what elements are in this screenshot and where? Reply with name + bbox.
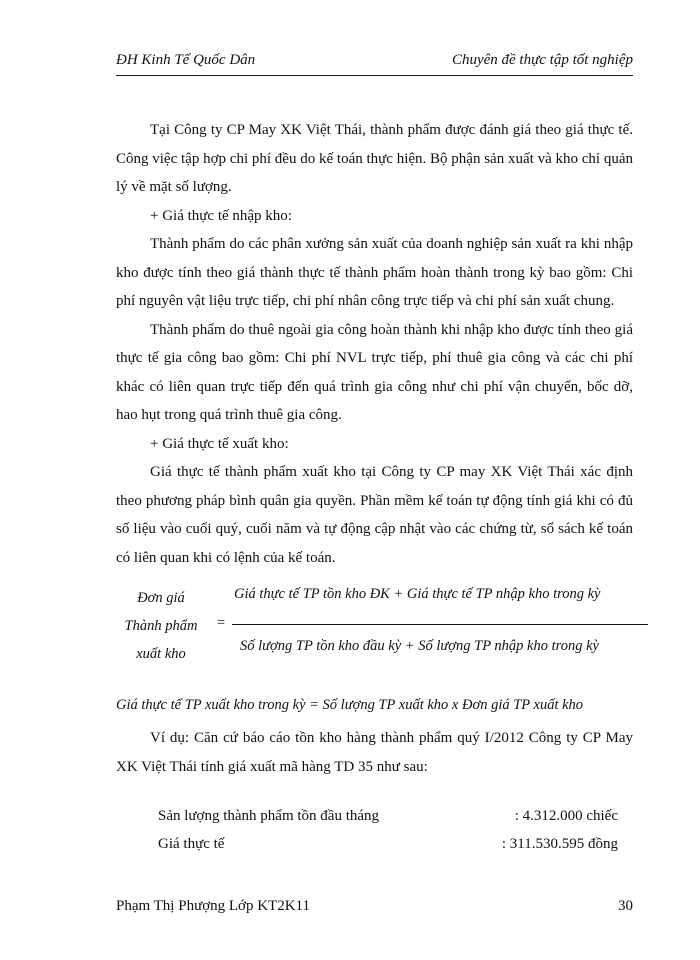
paragraph: + Giá thực tế nhập kho: <box>150 207 292 224</box>
footer-author: Phạm Thị Phượng Lớp KT2K11 <box>116 898 310 914</box>
row-value: : 4.312.000 chiếc <box>514 808 618 824</box>
formula-lhs-line: Đơn giá <box>137 590 185 606</box>
page-number: 30 <box>618 898 633 914</box>
paragraph: Thành phẩm do các phân xưởng sản xuất của doanh nghiệp sản xuất ra khi nhập kho được tính theo giá thành thực tế thành phẩm hoàn thành trong kỳ bao gồm: Chi phí nguyên vật liệu trực tiếp, chi phí nhân công trực tiếp và chi phí sản xuất chung. <box>116 236 633 309</box>
formula-numerator: Giá thực tế TP tồn kho ĐK + Giá thực tế TP nhập kho trong kỳ <box>234 586 601 602</box>
paragraph: Thành phẩm do thuê ngoài gia công hoàn thành khi nhập kho được tính theo giá thực tế gia công bao gồm: Chi phí NVL trực tiếp, phí thuê gia công và các chi phí khác có liên quan trực tiếp đến quá trình gia công như chi phí vận chuyển, bốc dỡ, hao hụt trong quá trình thuê gia công. <box>116 321 633 423</box>
formula-lhs-line: xuất kho <box>136 646 186 662</box>
page-header <box>116 52 633 69</box>
row-value: : 311.530.595 đồng <box>501 836 618 852</box>
row-label: Giá thực tế <box>158 836 225 852</box>
header-university: ĐH Kinh Tế Quốc Dân <box>116 52 256 68</box>
paragraph: Giá thực tế thành phẩm xuất kho tại Công ty CP may XK Việt Thái xác định theo phương pháp bình quân gia quyền. Phần mềm kế toán tự động tính giá khi có đủ số liệu vào cuối quý, cuối năm và tự động cập nhật vào các chứng từ, sổ sách kế toán có liên quan khi có lệnh của kế toán. <box>116 464 633 566</box>
header-divider <box>116 75 633 76</box>
header-document-type: Chuyên đề thực tập tốt nghiệp <box>451 52 633 68</box>
row-label: Sản lượng thành phẩm tồn đầu tháng <box>158 808 380 824</box>
formula-lhs <box>116 584 206 668</box>
paragraph: + Giá thực tế xuất kho: <box>150 435 289 452</box>
fraction-bar <box>232 624 648 625</box>
formula-denominator: Số lượng TP tồn kho đầu kỳ + Số lượng TP nhập kho trong kỳ <box>240 638 599 654</box>
body-text <box>116 116 633 572</box>
formula-lhs-line: Thành phẩm <box>124 618 198 634</box>
formula-equals: = <box>216 615 226 631</box>
example-text <box>116 724 633 781</box>
paragraph: Ví dụ: Căn cứ báo cáo tồn kho hàng thành phẩm quý I/2012 Công ty CP May XK Việt Thái tính giá xuất mã hàng TD 35 như sau: <box>116 730 633 775</box>
export-value-formula: Giá thực tế TP xuất kho trong kỳ = Số lượng TP xuất kho x Đơn giá TP xuất kho <box>116 697 584 713</box>
paragraph: Tại Công ty CP May XK Việt Thái, thành phẩm được đánh giá theo giá thực tế. Công việc tập hợp chi phí đều do kế toán thực hiện. Bộ phận sản xuất và kho chỉ quản lý về mặt số lượng. <box>116 122 633 195</box>
page-footer <box>116 898 633 915</box>
unit-price-formula <box>116 584 651 668</box>
